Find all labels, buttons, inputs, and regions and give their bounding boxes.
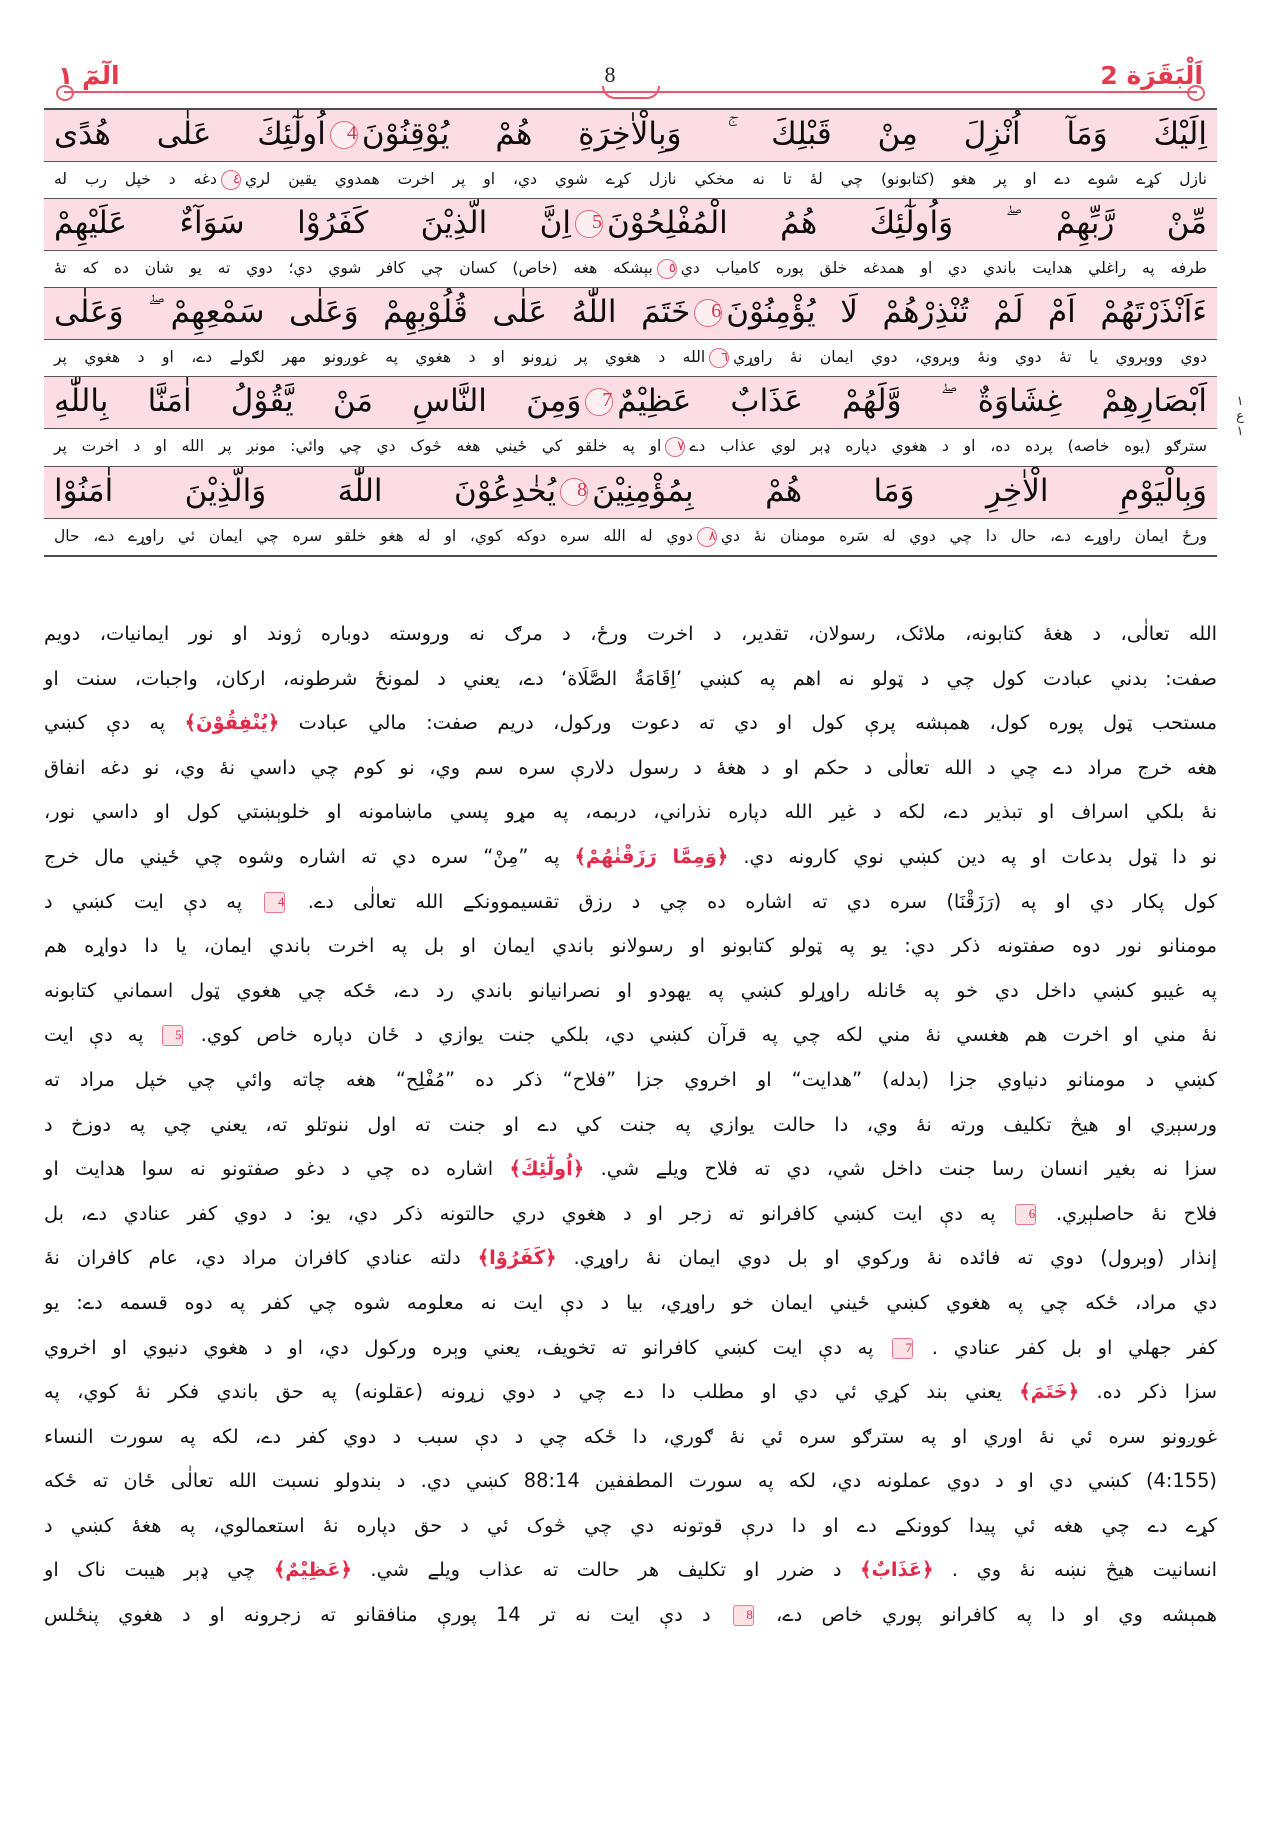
ornament-center-scallop bbox=[602, 86, 660, 99]
tafsir-text: دي مراد، ځکه چي په هغوي کښي ځيني ايمان خو راوړي، بيا د دې ايت نه معلومه شوه چي کفر په دوه قسمه دے: يو bbox=[44, 1290, 1217, 1314]
tafsir-ayah-number-badge: 6 bbox=[1015, 1204, 1036, 1225]
tafsir-ayah-number-badge: 7 bbox=[892, 1338, 913, 1359]
translation-head: طرفه په راغلي هدايت باندي دي او همدغه خلق پوره کامياب دي bbox=[680, 259, 1208, 278]
tafsir-text: د دې ايت نه تر 14 پورې منافقانو ته زجرونه او د هغوي پنځلس bbox=[44, 1603, 730, 1627]
ayah-number-badge: 8 bbox=[560, 478, 588, 506]
tafsir-text: مستحب ټول پوره کول، همېشه پرې کول او دي ته دعوت ورکول، دريم صفت: مالي عبادت bbox=[279, 711, 1217, 735]
tafsir-line bbox=[44, 1058, 1217, 1103]
header-divider-ornament bbox=[58, 90, 1203, 93]
ruku-glyph: ع bbox=[1236, 408, 1244, 424]
ayah-number-badge: 5 bbox=[575, 210, 603, 238]
tafsir-line bbox=[44, 1504, 1217, 1549]
tafsir-line bbox=[44, 701, 1217, 746]
tafsir-line bbox=[44, 746, 1217, 791]
tafsir-line bbox=[44, 1370, 1217, 1415]
tafsir-line bbox=[44, 790, 1217, 835]
ayah-number-badge: 7 bbox=[585, 388, 613, 416]
ayah-arabic-head: وَبِالْيَوْمِ الْاٰخِرِ وَمَا هُمْ بِمُؤْمِنِيْنَ bbox=[592, 472, 1207, 509]
translation-head: نازل کړے شوے دے او پر هغو (کتابونو) چي لۀ تا نه مخکي نازل کړے شوي دي، او پر اخرت همدوي يقين لري bbox=[244, 169, 1207, 188]
tafsir-text: إنذار (وېرول) دوي ته فائده نۀ ورکوي او بل دوي ايمان نۀ راوړي. bbox=[556, 1246, 1217, 1270]
quran-quote-token: ﴿وَمِمَّا رَزَقْنٰهُمْ﴾ bbox=[574, 844, 729, 868]
translation-line bbox=[44, 429, 1217, 466]
tafsir-text: نو دا ټول بدعات او په دين کښي نوي کارونه دي. bbox=[728, 844, 1217, 868]
tafsir-text: سزا ذکر ده. bbox=[1079, 1380, 1217, 1404]
tafsir-text: چي ډېر هيبت ناک او bbox=[44, 1558, 274, 1582]
surah-label: اَلْبَقَرَة 2 bbox=[1100, 61, 1203, 90]
translation-head: سترګو (يوه خاصه) پرده ده، او د هغوي دپاره ډېر لوي عذاب دے bbox=[689, 437, 1207, 456]
tafsir-text: (4:155) کښي دي او د دوي عملونه دي، لکه په سورت المطففين 88:14 کښي دي. د بندولو نسبت الله تعالٰى ځان ته ځکه bbox=[44, 1469, 1217, 1493]
tafsir-text: اشاره ده چي د دغو صفتونو نه سوا هدايت او bbox=[44, 1157, 510, 1181]
tafsir-text: په دې ايت کښي د bbox=[44, 889, 262, 913]
tafsir-line bbox=[44, 1103, 1217, 1148]
ayah-line bbox=[44, 377, 1217, 429]
tafsir-line bbox=[44, 835, 1217, 880]
translation-line bbox=[44, 251, 1217, 288]
tafsir-line bbox=[44, 880, 1217, 925]
juz-label: الٓمٓ ١ bbox=[58, 61, 120, 90]
tafsir-text: کفر جهلي او بل کفر عنادي . bbox=[916, 1335, 1217, 1359]
tafsir-text: همېشه وي او دا په کافرانو پوري خاص دے، bbox=[756, 1603, 1217, 1627]
tafsir-line bbox=[44, 612, 1217, 657]
tafsir-line bbox=[44, 1013, 1217, 1058]
page-number: 8 bbox=[604, 62, 616, 87]
tafsir-text: په دې ايت کښي کافرانو ته تخويف، يعني وېره ورکول دي، او د هغوي دنيوي او اخروي bbox=[44, 1335, 890, 1359]
ayah-arabic-head: اِلَيْكَ وَمَآ اُنْزِلَ مِنْ قَبْلِكَ ۚ وَبِالْاٰخِرَةِ هُمْ يُوْقِنُوْنَ bbox=[361, 116, 1207, 152]
quran-quote-token: ﴿كَفَرُوْا﴾ bbox=[477, 1246, 557, 1270]
tafsir-text: انسانيت هيڅ نښه نۀ وي . bbox=[933, 1558, 1217, 1582]
tafsir-line bbox=[44, 1415, 1217, 1460]
translation-tail: او په خلقو کي ځيني هغه څوک دي چي وائي: مونږ پر الله او د اخرت پر bbox=[54, 437, 662, 456]
translation-ayah-number: ٥ bbox=[657, 259, 677, 279]
ayah-arabic-head: اَبْصَارِهِمْ غِشَاوَةٌ ۖ وَّلَهُمْ عَذَابٌ عَظِيْمٌ bbox=[617, 383, 1207, 420]
tafsir-line bbox=[44, 924, 1217, 969]
translation-head: دوي ووېروي يا تۀ دوي ونۀ وېروي، دوي ايمان نۀ راوړي bbox=[733, 348, 1207, 367]
tafsir-text: ورسېږي او هيڅ تکليف ورته نۀ وي، دا حالت يوازي په جنت کي دے او جنت ته اول ننوتلو ته، يعني چي په دوزخ د bbox=[44, 1112, 1217, 1136]
tafsir-text: الله تعالٰى، د هغۀ کتابونه، ملائک، رسولان، تقدير، د اخرت ورځ، د مرګ نه وروسته دوباره ژوند او نور ايمانيات، دويم bbox=[44, 622, 1217, 645]
ruku-bottom-number: ١ bbox=[1236, 423, 1244, 439]
translation-line bbox=[44, 162, 1217, 199]
ayah-arabic-tail: خَتَمَ اللّٰهُ عَلٰى قُلُوْبِهِمْ وَعَلٰى سَمْعِهِمْ ۖ وَعَلٰى bbox=[54, 294, 691, 331]
tafsir-line bbox=[44, 1548, 1217, 1593]
tafsir-text: يعني بند کړي ئي دي او مطلب دا دے چي د دوي زړونه (عقلونه) په حق باندي فکر نۀ کوي، په bbox=[44, 1380, 1020, 1404]
ornament-endcap-right bbox=[1187, 85, 1205, 101]
quran-quote-token: ﴿اُولٰٓئِكَ﴾ bbox=[509, 1157, 585, 1181]
tafsir-text: نۀ بلکي اسراف او تبذير دے، لکه د غير الله دپاره نذراني، دربمه، په مړو پسي ماښامونه او خلوېښتي کول او داسي نور، bbox=[44, 800, 1217, 824]
tafsir-text: کول پکار دي او په (رَزَقْنَا) سره دي ته اشاره ده چي د رزق تقسيموونکے الله تعالٰى دے. bbox=[288, 889, 1217, 913]
quran-quote-token: ﴿يُنْفِقُوْنَ﴾ bbox=[184, 711, 280, 735]
tafsir-ayah-number-badge: 8 bbox=[733, 1605, 754, 1626]
tafsir-text: په دې ايت کښي کافرانو ته زجر او د هغوي دري حالتونه ذکر دي، يو: د دوي کفر عنادي دے، بل bbox=[44, 1201, 1013, 1225]
ruku-top-number: ١ bbox=[1236, 394, 1244, 409]
translation-ayah-number: ٦ bbox=[709, 348, 729, 368]
tafsir-text: په دې کښي bbox=[44, 711, 185, 735]
ayah-number-badge: 6 bbox=[694, 299, 722, 327]
tafsir-text: کړے دے چي هغه ئي پيدا کوونکے دے او دا درې قوتونه دي چي څوک ئي د حق دپاره نۀ استعمالوي، په هغۀ کښي د bbox=[44, 1513, 1217, 1537]
ayah-arabic-tail: وَمِنَ النَّاسِ مَنْ يَّقُوْلُ اٰمَنَّا بِاللّٰهِ bbox=[54, 383, 582, 420]
translation-line bbox=[44, 519, 1217, 555]
ayah-arabic-tail: يُخٰدِعُوْنَ اللّٰهَ وَالَّذِيْنَ اٰمَنُوْا bbox=[54, 472, 557, 509]
tafsir-line bbox=[44, 1593, 1217, 1638]
tafsir-line bbox=[44, 1192, 1217, 1237]
tafsir-line bbox=[44, 657, 1217, 702]
tafsir-text: نۀ مني او اخرت هم هغسي نۀ مني لکه چي په قرآن کښي دي، بلکي جنت يوازي د ځان دپاره خاص کوي. bbox=[185, 1023, 1217, 1047]
quran-quote-token: ﴿خَتَمَ﴾ bbox=[1019, 1380, 1080, 1404]
tafsir-text: په غيبو کښي داخل دي خو په ځانله راوړلو کښي په يهودو او نصرانيانو باندي رد دے، ځکه چي هغوي ټول اسماني کتابونه bbox=[44, 978, 1217, 1002]
ayah-line bbox=[44, 467, 1217, 519]
tafsir-line bbox=[44, 1236, 1217, 1281]
mushaf-block bbox=[44, 108, 1217, 557]
ayah-line bbox=[44, 288, 1217, 340]
tafsir-block bbox=[44, 612, 1217, 1638]
translation-ayah-number: ٨ bbox=[697, 527, 717, 547]
tafsir-text: غوږونو سره ئي نۀ اوري او په سترګو سره ئي نۀ ګوري، دا ځکه چي د دې سبب د دوي کفر دے، لکه په سورت النساء bbox=[44, 1424, 1217, 1448]
ornament-endcap-left bbox=[56, 85, 74, 101]
tafsir-line bbox=[44, 1326, 1217, 1371]
tafsir-line bbox=[44, 1459, 1217, 1504]
quran-quote-token: ﴿عَظِيْمٌ﴾ bbox=[273, 1558, 352, 1582]
ayah-arabic-tail: اُولٰٓئِكَ عَلٰى هُدًى bbox=[54, 116, 326, 152]
ayah-arabic-head: ءَاَنْذَرْتَهُمْ اَمْ لَمْ تُنْذِرْهُمْ لَا يُؤْمِنُوْنَ bbox=[726, 294, 1207, 331]
tafsir-text: په ”مِنْ“ سره دي ته اشاره وشوه چي ځيني مال خرج bbox=[44, 844, 575, 868]
page-header bbox=[58, 52, 1203, 98]
tafsir-text: په دې ايت bbox=[44, 1023, 159, 1047]
tafsir-line bbox=[44, 969, 1217, 1014]
translation-line bbox=[44, 340, 1217, 377]
tafsir-text: د ضرر او تکليف هر حالت ته عذاب ويلے شي. bbox=[351, 1558, 861, 1582]
tafsir-text: سزا نه بغير انسان رسا جنت داخل شي، دي ته فلاح ويلے شي. bbox=[584, 1157, 1217, 1181]
translation-tail: بېشکه هغه (خاص) کسان چي کافر شوي دي؛ دوي ته يو شان ده که تۀ bbox=[54, 259, 653, 278]
ayah-arabic-head: مِّنْ رَّبِّهِمْ ۖ وَاُولٰٓئِكَ هُمُ الْمُفْلِحُوْنَ bbox=[607, 205, 1208, 242]
ayah-line bbox=[44, 110, 1217, 162]
tafsir-ayah-number-badge: 4 bbox=[264, 892, 285, 913]
ayah-number-badge: 4 bbox=[330, 121, 358, 149]
translation-tail: الله د هغوي پر زړونو او د هغوي په غوږونو مهر لګولے دے، او د هغوي پر bbox=[54, 348, 706, 367]
tafsir-line bbox=[44, 1147, 1217, 1192]
translation-head: ورځ ايمان راوړے دے، حال دا چي دوي له سَره مومنان نۀ دي bbox=[720, 526, 1207, 545]
ayah-arabic-tail: اِنَّ الَّذِيْنَ كَفَرُوْا سَوَآءٌ عَلَيْهِمْ bbox=[54, 205, 572, 242]
translation-ayah-number: ٧ bbox=[665, 437, 685, 457]
ayah-line bbox=[44, 199, 1217, 251]
ruku-marker bbox=[1225, 395, 1255, 440]
translation-tail: دغه د خپل رب له bbox=[54, 169, 217, 188]
tafsir-text: مومنانو نور دوه صفتونه ذکر دي: يو په ټولو کتابونو او رسولانو باندي ايمان او بل په اخرت باندي ايمان، يا دا دواړه هم bbox=[44, 934, 1217, 958]
translation-tail: دوي له الله سره دوکه کوي، او له هغو خلقو سره چي ايمان ئي راوړے دے، حال bbox=[54, 526, 693, 545]
tafsir-text: هغه خرج مراد دے چي د الله تعالٰى د حکم او د هغۀ د رسول دلارې سره سم وي، نو کوم چي داسي نۀ وي، نو دغه انفاق bbox=[44, 755, 1217, 779]
tafsir-text: کښي د مومنانو دنياوي جزا (بدله) ”هدايت“ او اخروي جزا ”فلاح“ ذکر ده ”مُفْلِح“ هغه چاته وائي چي خپل مراد ته bbox=[44, 1067, 1217, 1091]
quran-quote-token: ﴿عَذَابٌ﴾ bbox=[860, 1558, 934, 1582]
tafsir-ayah-number-badge: 5 bbox=[162, 1025, 183, 1046]
tafsir-line bbox=[44, 1281, 1217, 1326]
tafsir-text: دلته عنادي کافران مراد دي، عام کافران نۀ bbox=[44, 1246, 478, 1270]
tafsir-text: فلاح نۀ حاصلېږي. bbox=[1039, 1201, 1217, 1225]
tafsir-text: صفت: بدني عبادت کول چي د ټولو نه اهم په کښي ’اِقَامَةُ الصَّلَاة‘ دے، يعني د لمونځ شرطونه، ارکان، واجبات، سنت او bbox=[44, 666, 1217, 690]
translation-ayah-number: ٤ bbox=[221, 170, 241, 190]
